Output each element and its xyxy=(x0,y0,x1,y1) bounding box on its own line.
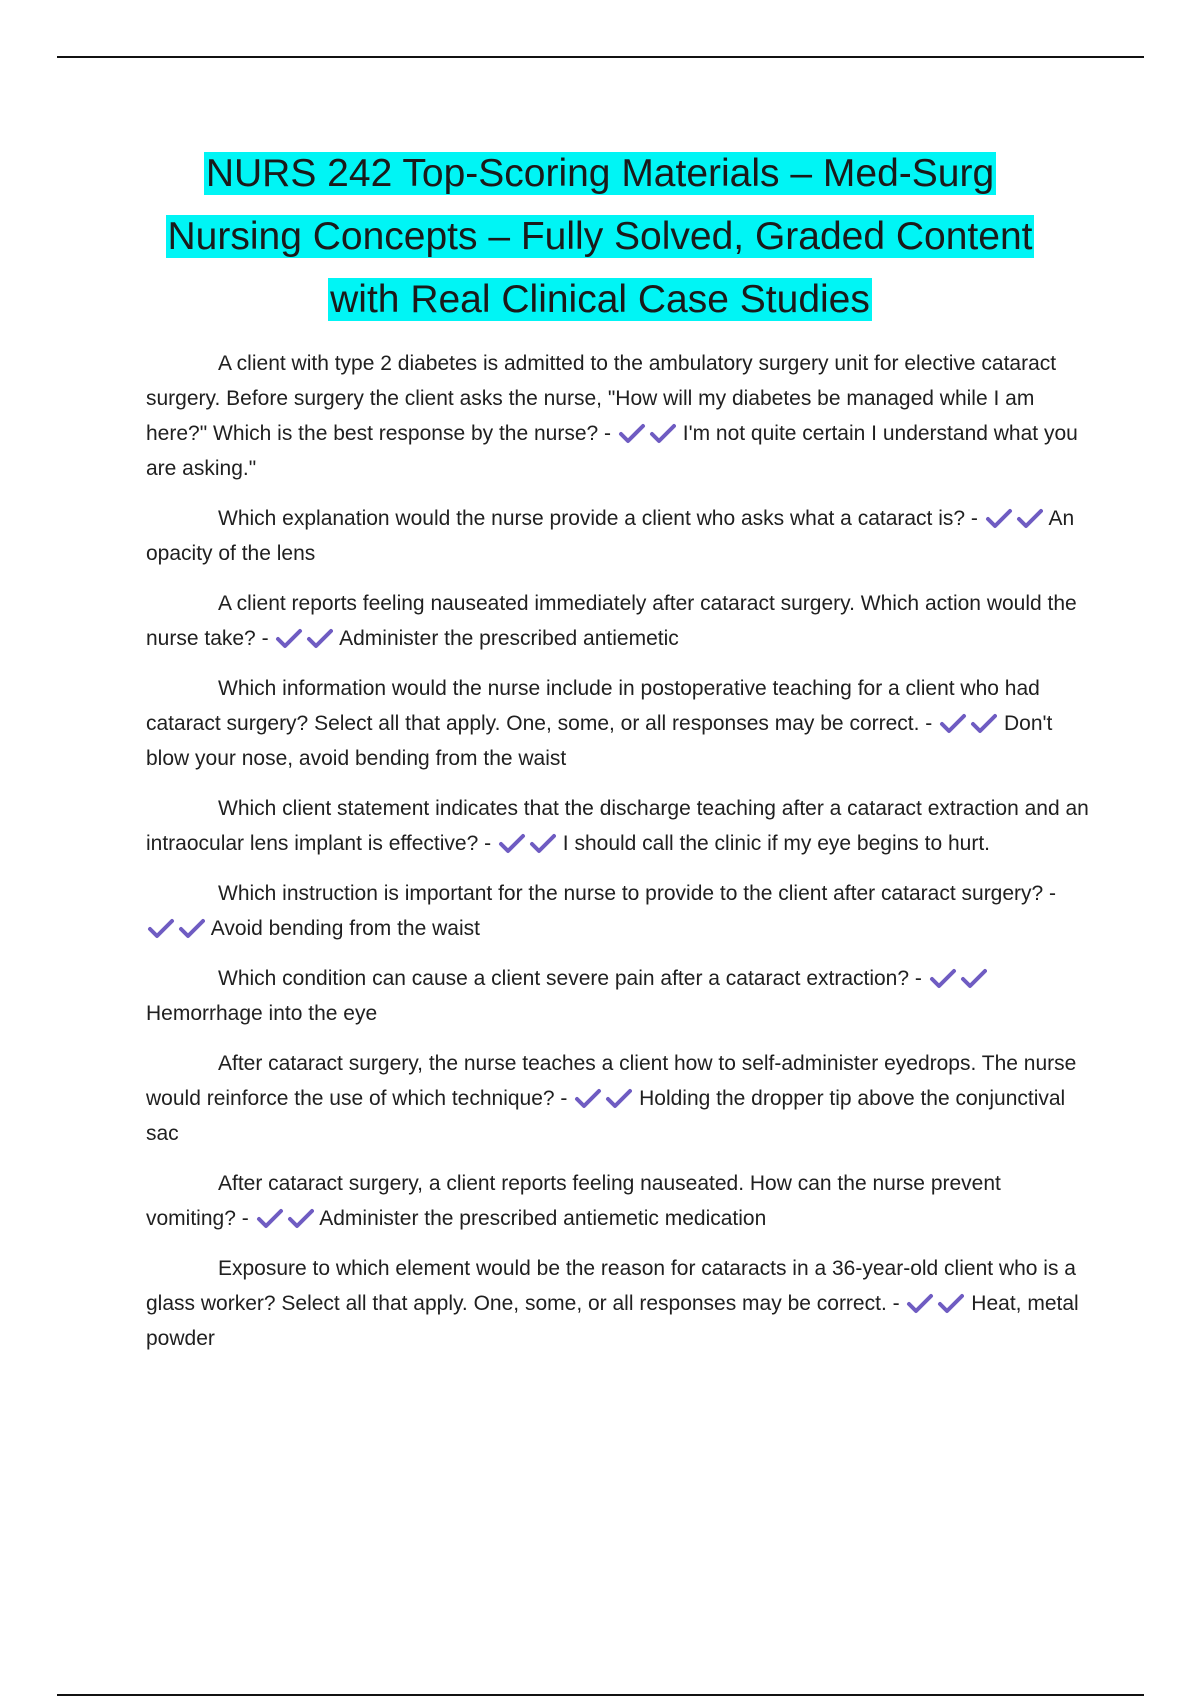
qa-item xyxy=(146,1166,1096,1236)
question-text: Which client statement indicates that the discharge teaching after a cataract extraction and an intraocular lens implant is effective? - xyxy=(146,797,1089,855)
double-check-icon xyxy=(929,967,987,991)
title-line-2: Nursing Concepts – Fully Solved, Graded Content xyxy=(167,215,1033,258)
qa-item xyxy=(146,1046,1096,1151)
double-check-icon xyxy=(147,917,205,941)
question-text: Which instruction is important for the nurse to provide to the client after cataract surgery? - xyxy=(218,882,1057,905)
qa-item xyxy=(146,961,1096,1031)
qa-item xyxy=(146,791,1096,861)
question-text: Which information would the nurse include in postoperative teaching for a client who had cataract surgery? Select all that apply. One, some, or all responses may be correct. - xyxy=(146,677,1040,735)
answer-text: Heat, metal powder xyxy=(146,1292,1079,1350)
question-text: After cataract surgery, a client reports feeling nauseated. How can the nurse prevent vomiting? - xyxy=(146,1172,1001,1230)
double-check-icon xyxy=(498,832,556,856)
qa-list xyxy=(146,346,1096,1371)
double-check-icon xyxy=(939,712,997,736)
title-line-1: NURS 242 Top-Scoring Materials – Med-Surg xyxy=(205,152,995,195)
double-check-icon xyxy=(618,422,676,446)
answer-text: Don't blow your nose, avoid bending from the waist xyxy=(146,712,1053,770)
answer-text: I'm not quite certain I understand what you are asking." xyxy=(146,422,1078,480)
question-text: After cataract surgery, the nurse teaches a client how to self-administer eyedrops. The nurse would reinforce the use of which technique? - xyxy=(146,1052,1077,1110)
double-check-icon xyxy=(256,1207,314,1231)
answer-text: Hemorrhage into the eye xyxy=(146,1002,378,1025)
answer-text: An opacity of the lens xyxy=(146,507,1075,565)
double-check-icon xyxy=(574,1087,632,1111)
question-text: A client with type 2 diabetes is admitted to the ambulatory surgery unit for elective cataract surgery. Before surgery the client asks the nurse, "How will my diabetes be managed while I am here?" Which is the best response by the nurse? - xyxy=(146,352,1057,445)
qa-item xyxy=(146,671,1096,776)
title-line-3: with Real Clinical Case Studies xyxy=(330,278,870,321)
question-text: A client reports feeling nauseated immediately after cataract surgery. Which action would the nurse take? - xyxy=(146,592,1077,650)
double-check-icon xyxy=(985,507,1043,531)
question-text: Exposure to which element would be the reason for cataracts in a 36-year-old client who is a glass worker? Select all that apply. One, some, or all responses may be correct. - xyxy=(146,1257,1076,1315)
answer-text: Holding the dropper tip above the conjunctival sac xyxy=(146,1087,1066,1145)
answer-text: Administer the prescribed antiemetic xyxy=(339,627,679,650)
qa-item xyxy=(146,876,1096,946)
answer-text: I should call the clinic if my eye begins to hurt. xyxy=(562,832,991,855)
answer-text: Administer the prescribed antiemetic medication xyxy=(319,1207,767,1230)
qa-item xyxy=(146,1251,1096,1356)
qa-item xyxy=(146,586,1096,656)
qa-item xyxy=(146,346,1096,486)
qa-item xyxy=(146,501,1096,571)
double-check-icon xyxy=(906,1292,964,1316)
top-rule xyxy=(57,56,1144,58)
document-title xyxy=(100,142,1100,331)
bottom-rule xyxy=(57,1694,1144,1696)
question-text: Which condition can cause a client severe pain after a cataract extraction? - xyxy=(218,967,922,990)
answer-text: Avoid bending from the waist xyxy=(210,917,480,940)
question-text: Which explanation would the nurse provide a client who asks what a cataract is? - xyxy=(218,507,978,530)
double-check-icon xyxy=(275,627,333,651)
